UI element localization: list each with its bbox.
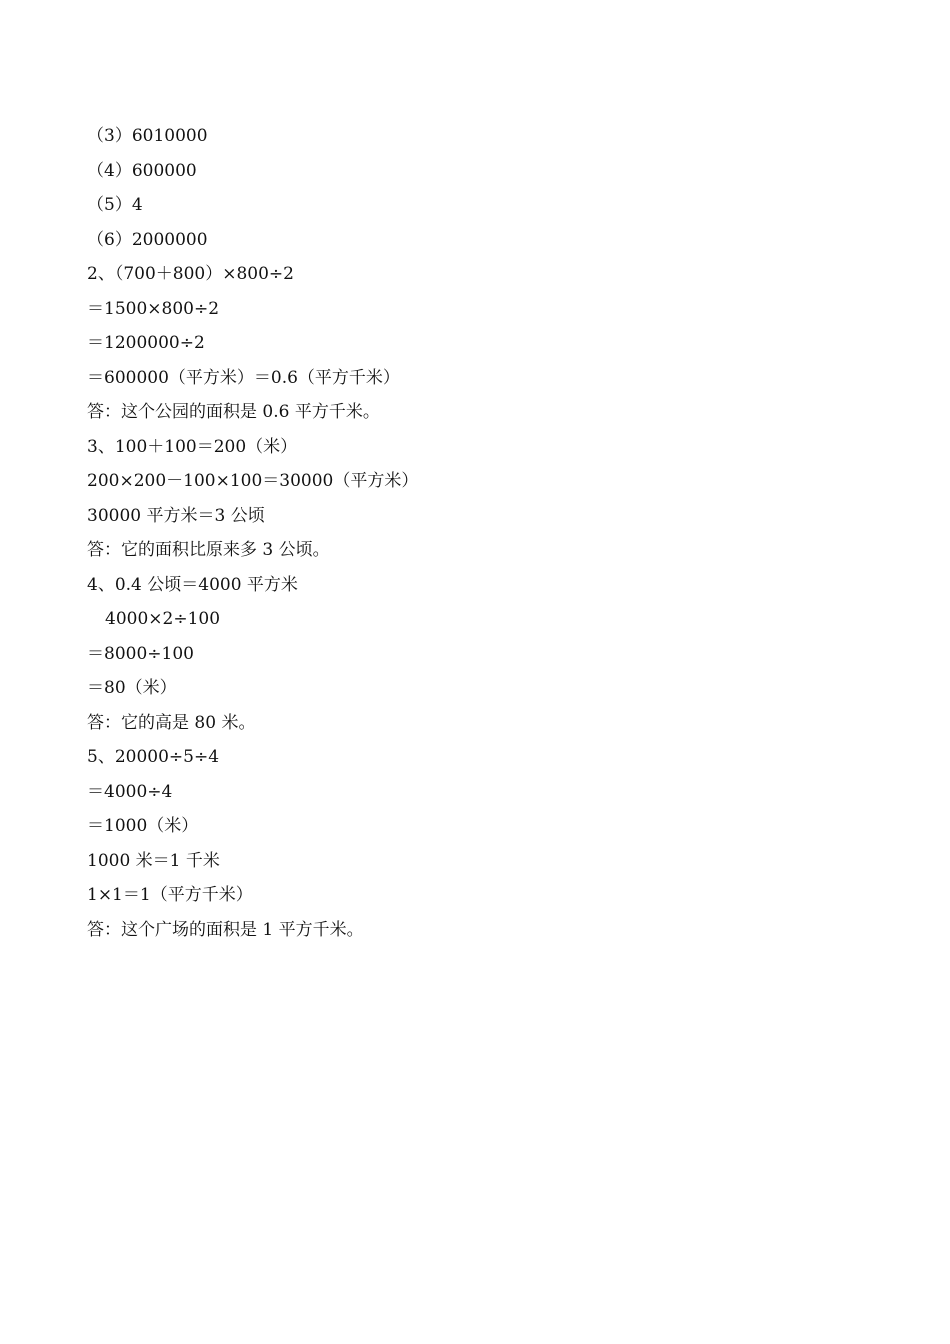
problem-5-step-1: ＝4000÷4 [87, 781, 173, 802]
problem-3-expression: 3、100＋100＝200（米） [87, 436, 298, 457]
problem-2-step-3: ＝600000（平方米）＝0.6（平方千米） [87, 367, 400, 388]
problem-5-step-3: 1000 米＝1 千米 [87, 850, 220, 871]
problem-4-step-1: 4000×2÷100 [105, 609, 221, 629]
answer-text-block [87, 119, 867, 947]
answer-line-1-3: （3）6010000 [87, 126, 208, 146]
problem-4-answer: 答：它的高是 80 米。 [87, 712, 256, 733]
problem-2-step-1: ＝1500×800÷2 [87, 298, 220, 319]
problem-3-answer: 答：它的面积比原来多 3 公顷。 [87, 540, 330, 560]
problem-2-step-2: ＝1200000÷2 [87, 333, 205, 353]
problem-2-answer: 答：这个公园的面积是 0.6 平方千米。 [87, 402, 380, 422]
answer-line-1-5: （5）4 [87, 195, 143, 215]
problem-5-step-4: 1×1＝1（平方千米） [87, 885, 253, 905]
problem-4-step-2: ＝8000÷100 [87, 643, 194, 664]
problem-5-expression: 5、20000÷5÷4 [87, 747, 220, 767]
problem-4-step-3: ＝80（米） [87, 678, 177, 698]
problem-4-expression: 4、0.4 公顷＝4000 平方米 [87, 574, 298, 595]
problem-3-step-1: 200×200－100×100＝30000（平方米） [87, 471, 419, 491]
problem-3-step-2: 30000 平方米＝3 公顷 [87, 505, 265, 526]
problem-2-expression: 2、（700＋800）×800÷2 [87, 264, 294, 284]
problem-5-answer: 答：这个广场的面积是 1 平方千米。 [87, 919, 364, 940]
answer-line-1-6: （6）2000000 [87, 229, 208, 250]
problem-5-step-2: ＝1000（米） [87, 816, 199, 836]
answer-line-1-4: （4）600000 [87, 160, 197, 181]
